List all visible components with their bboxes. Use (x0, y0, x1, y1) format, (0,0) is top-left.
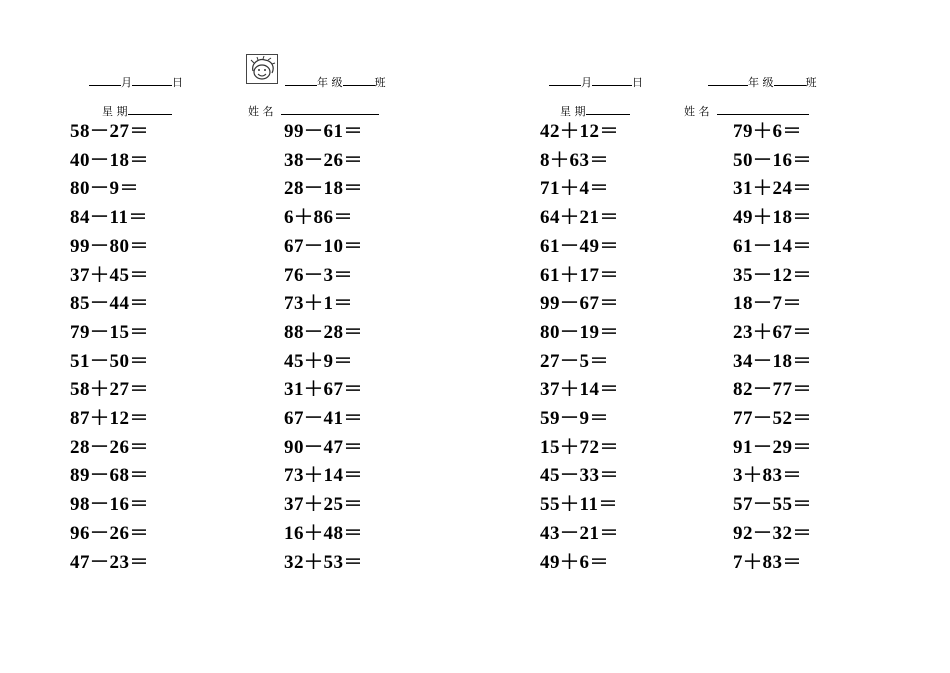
math-problem: 84－11＝ (70, 207, 148, 229)
weekday-label: 星 期 (560, 105, 586, 118)
math-problem: 28－18＝ (284, 178, 364, 200)
math-problem: 92－32＝ (733, 522, 813, 544)
math-problem: 50－16＝ (733, 149, 813, 171)
math-problem: 76－3＝ (284, 264, 354, 286)
math-problem: 59－9＝ (540, 408, 610, 430)
math-problem: 88－28＝ (284, 321, 364, 343)
math-problem: 31＋67＝ (284, 379, 364, 401)
math-problem: 98－16＝ (70, 494, 150, 516)
math-problem: 43－21＝ (540, 522, 620, 544)
math-problem: 47－23＝ (70, 551, 150, 573)
math-problem: 99－80＝ (70, 235, 150, 257)
math-problem: 67－41＝ (284, 408, 364, 430)
weekday-label: 星 期 (102, 105, 128, 118)
math-problem: 58＋27＝ (70, 379, 150, 401)
class-blank[interactable] (343, 75, 375, 86)
math-problem: 3＋83＝ (733, 465, 803, 487)
day-label: 日 (632, 76, 643, 89)
math-problem: 28－26＝ (70, 436, 150, 458)
day-label: 日 (172, 76, 183, 89)
weekday-blank[interactable] (128, 104, 172, 115)
month-label: 月 (121, 76, 132, 89)
math-problem: 67－10＝ (284, 235, 364, 257)
date-line-right (549, 75, 643, 89)
math-problem: 18－7＝ (733, 293, 803, 315)
math-problem: 45－33＝ (540, 465, 620, 487)
math-problem: 61－14＝ (733, 235, 813, 257)
math-problem: 6＋86＝ (284, 207, 354, 229)
problem-column-1 (70, 118, 149, 577)
class-label: 班 (374, 76, 386, 89)
math-problem: 55＋11＝ (540, 494, 618, 516)
math-problem: 8＋63＝ (540, 149, 610, 171)
math-problem: 80－9＝ (70, 178, 140, 200)
math-problem: 37＋14＝ (540, 379, 620, 401)
math-problem: 32＋53＝ (284, 551, 364, 573)
math-problem: 96－26＝ (70, 522, 150, 544)
grade-label: 年 级 (748, 76, 774, 89)
math-problem: 40－18＝ (70, 149, 150, 171)
cartoon-face-icon (246, 54, 278, 84)
grade-blank[interactable] (708, 75, 748, 86)
math-problem: 51－50＝ (70, 350, 150, 372)
math-problem: 15＋72＝ (540, 436, 620, 458)
math-problem: 38－26＝ (284, 149, 364, 171)
math-problem: 57－55＝ (733, 494, 813, 516)
date-line-left (89, 75, 183, 89)
math-problem: 91－29＝ (733, 436, 813, 458)
class-blank[interactable] (774, 75, 806, 86)
math-problem: 61－49＝ (540, 235, 620, 257)
name-line-right (684, 104, 809, 118)
math-problem: 37＋45＝ (70, 264, 150, 286)
math-problem: 79－15＝ (70, 321, 150, 343)
math-problem: 99－61＝ (284, 121, 364, 142)
grade-blank[interactable] (285, 75, 317, 86)
math-problem: 49＋6＝ (540, 551, 610, 573)
math-problem: 58－27＝ (70, 121, 150, 142)
math-problem: 90－47＝ (284, 436, 364, 458)
name-blank[interactable] (281, 104, 379, 115)
math-problem: 64＋21＝ (540, 207, 620, 229)
math-problem: 80－19＝ (540, 321, 620, 343)
math-problem: 73＋1＝ (284, 293, 354, 315)
math-problem: 35－12＝ (733, 264, 813, 286)
name-label: 姓 名 (684, 105, 710, 118)
math-problem: 73＋14＝ (284, 465, 364, 487)
name-blank[interactable] (717, 104, 809, 115)
math-problem: 34－18＝ (733, 350, 813, 372)
math-problem: 42＋12＝ (540, 121, 620, 142)
class-line-right (708, 75, 817, 89)
weekday-line-left (102, 104, 172, 118)
math-problem: 45＋9＝ (284, 350, 354, 372)
grade-label: 年 级 (317, 76, 343, 89)
day-blank[interactable] (132, 75, 172, 86)
math-problem: 16＋48＝ (284, 522, 364, 544)
month-blank[interactable] (549, 75, 581, 86)
month-label: 月 (581, 76, 592, 89)
math-problem: 27－5＝ (540, 350, 610, 372)
problem-column-3 (540, 118, 619, 577)
math-problem: 71＋4＝ (540, 178, 610, 200)
math-problem: 82－77＝ (733, 379, 813, 401)
day-blank[interactable] (592, 75, 632, 86)
math-problem: 89－68＝ (70, 465, 150, 487)
math-problem: 49＋18＝ (733, 207, 813, 229)
math-problem: 23＋67＝ (733, 321, 813, 343)
math-problem: 77－52＝ (733, 408, 813, 430)
name-label: 姓 名 (248, 105, 274, 118)
math-problem: 99－67＝ (540, 293, 620, 315)
month-blank[interactable] (89, 75, 121, 86)
math-problem: 37＋25＝ (284, 494, 364, 516)
name-line-left (248, 104, 379, 118)
class-label: 班 (805, 76, 817, 89)
class-line-left (285, 75, 386, 89)
math-problem: 61＋17＝ (540, 264, 620, 286)
math-problem: 7＋83＝ (733, 551, 803, 573)
weekday-blank[interactable] (586, 104, 630, 115)
problem-column-4 (733, 118, 812, 577)
math-problem: 31＋24＝ (733, 178, 813, 200)
problem-column-2 (284, 118, 363, 577)
math-problem: 85－44＝ (70, 293, 150, 315)
math-problem: 87＋12＝ (70, 408, 150, 430)
math-problem: 79＋6＝ (733, 121, 803, 142)
weekday-line-right (560, 104, 630, 118)
